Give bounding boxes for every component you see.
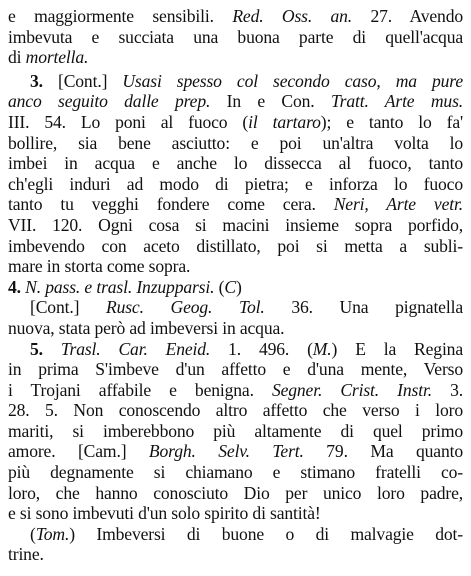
text-line: [8, 215, 463, 236]
text-run: 27. Avendo: [352, 6, 463, 26]
italic-text: il tartaro: [248, 111, 321, 132]
italic-text: mortella.: [25, 47, 89, 68]
text-line: [8, 112, 463, 133]
text-line: [8, 174, 463, 195]
paragraph: [8, 71, 463, 277]
text-line: [8, 297, 463, 318]
sense-number: 3.: [30, 70, 43, 91]
dictionary-entry-text: [8, 6, 463, 565]
text-run: ) Imbeversi di buone o di malvagie dot-: [69, 523, 463, 544]
italic-text: Tom.: [35, 523, 70, 544]
text-run: imbei in acqua e anche lo dissecca al fuoco, tanto: [8, 153, 463, 174]
text-line: [8, 462, 463, 483]
italic-text: Red. Oss. an.: [232, 6, 353, 26]
text-line: [8, 256, 463, 277]
text-line: [8, 503, 463, 524]
text-run: VII. 120. Ogni cosa si macini insieme sopra porfido,: [8, 214, 463, 235]
text-line: [8, 524, 463, 545]
paragraph: [8, 277, 463, 298]
paragraph: [8, 6, 463, 68]
text-line: [8, 133, 463, 154]
text-run: 79. Ma quanto: [303, 441, 463, 462]
sense-number: 5.: [30, 338, 43, 359]
text-line: [8, 441, 463, 462]
text-line: [8, 544, 463, 565]
paragraph: [8, 297, 463, 338]
text-run: 28. 5. Non conoscendo altro affetto che verso i loro: [8, 400, 463, 421]
text-run: ch'egli induri ad modo di pietra; e inforza lo fuoco: [8, 173, 463, 194]
text-run: di: [8, 47, 26, 68]
italic-text: C: [224, 276, 236, 297]
text-line: [8, 27, 463, 48]
text-run: 1. 496. (: [210, 338, 313, 359]
text-line: [8, 359, 463, 380]
italic-text: Tratt. Arte mus.: [330, 91, 464, 112]
text-run: in prima S'imbeve d'un affetto e d'una mente, Verso: [8, 359, 463, 380]
text-line: [8, 153, 463, 174]
text-run: ) E la Regina: [331, 338, 463, 359]
sense-number: 4.: [8, 276, 21, 297]
paragraph: [8, 339, 463, 524]
text-run: ): [235, 276, 242, 297]
text-line: [8, 339, 463, 360]
text-run: amore. [Cam.]: [8, 441, 149, 462]
italic-text: anco seguito dalle prep.: [8, 91, 211, 112]
text-run: imbevendo con aceto distillato, poi si metta a subli-: [8, 235, 463, 256]
text-run: e si sono imbevuti d'un solo spirito di santità!: [8, 503, 321, 524]
text-run: mariti, si imberebbono più altamente di quel primo: [8, 420, 463, 441]
italic-text: Rusc. Geog. Tol.: [105, 297, 265, 318]
text-run: 36. Una pignatella: [264, 297, 463, 318]
text-line: [8, 421, 463, 442]
text-run: [Cont.]: [42, 70, 123, 91]
text-line: [8, 483, 463, 504]
italic-text: Borgh. Selv. Tert.: [148, 441, 304, 462]
italic-text: N. pass. e trasl. Inzupparsi.: [25, 276, 215, 297]
text-run: imbevuta e succiata una buona parte di quell'acqua: [8, 26, 463, 47]
text-run: mare in storta come sopra.: [8, 256, 191, 277]
text-run: ); e tanto lo fa': [320, 111, 463, 132]
text-run: III. 54. Lo poni al fuoco (: [8, 111, 249, 132]
text-line: [8, 6, 463, 27]
text-line: [8, 71, 463, 92]
italic-text: M.: [312, 338, 332, 359]
text-line: [8, 380, 463, 401]
italic-text: Neri, Arte vetr.: [333, 194, 463, 215]
text-line: [8, 236, 463, 257]
italic-text: Usasi spesso col secondo caso, ma pure: [122, 70, 463, 91]
text-run: più degnamente si chiamano e stimano fratelli co-: [8, 462, 463, 483]
text-run: nuova, stata però ad imbeversi in acqua.: [8, 317, 285, 338]
text-line: [8, 318, 463, 339]
text-run: [43, 339, 61, 359]
italic-text: Trasl. Car. Eneid.: [60, 338, 211, 359]
text-run: i Trojani affabile e benigna.: [8, 379, 272, 400]
text-run: e maggiormente sensibili.: [8, 6, 233, 26]
text-run: In e Con.: [210, 91, 331, 112]
text-run: 3.: [431, 379, 463, 400]
text-run: (: [30, 523, 36, 544]
text-line: [8, 194, 463, 215]
text-line: [8, 91, 463, 112]
text-run: loro, che hanno conosciuto Dio per unico loro padre,: [8, 482, 463, 503]
text-line: [8, 277, 463, 298]
text-run: trine.: [8, 544, 44, 565]
text-line: [8, 400, 463, 421]
text-run: (: [214, 276, 225, 297]
text-run: tanto tu vegghi fondere come cera.: [8, 194, 334, 215]
text-run: bollire, sia bene asciutto: e poi un'altra volta lo: [8, 132, 463, 153]
paragraph: [8, 524, 463, 565]
italic-text: Segner. Crist. Instr.: [271, 379, 432, 400]
text-line: [8, 47, 463, 68]
text-run: [Cont.]: [30, 297, 106, 318]
